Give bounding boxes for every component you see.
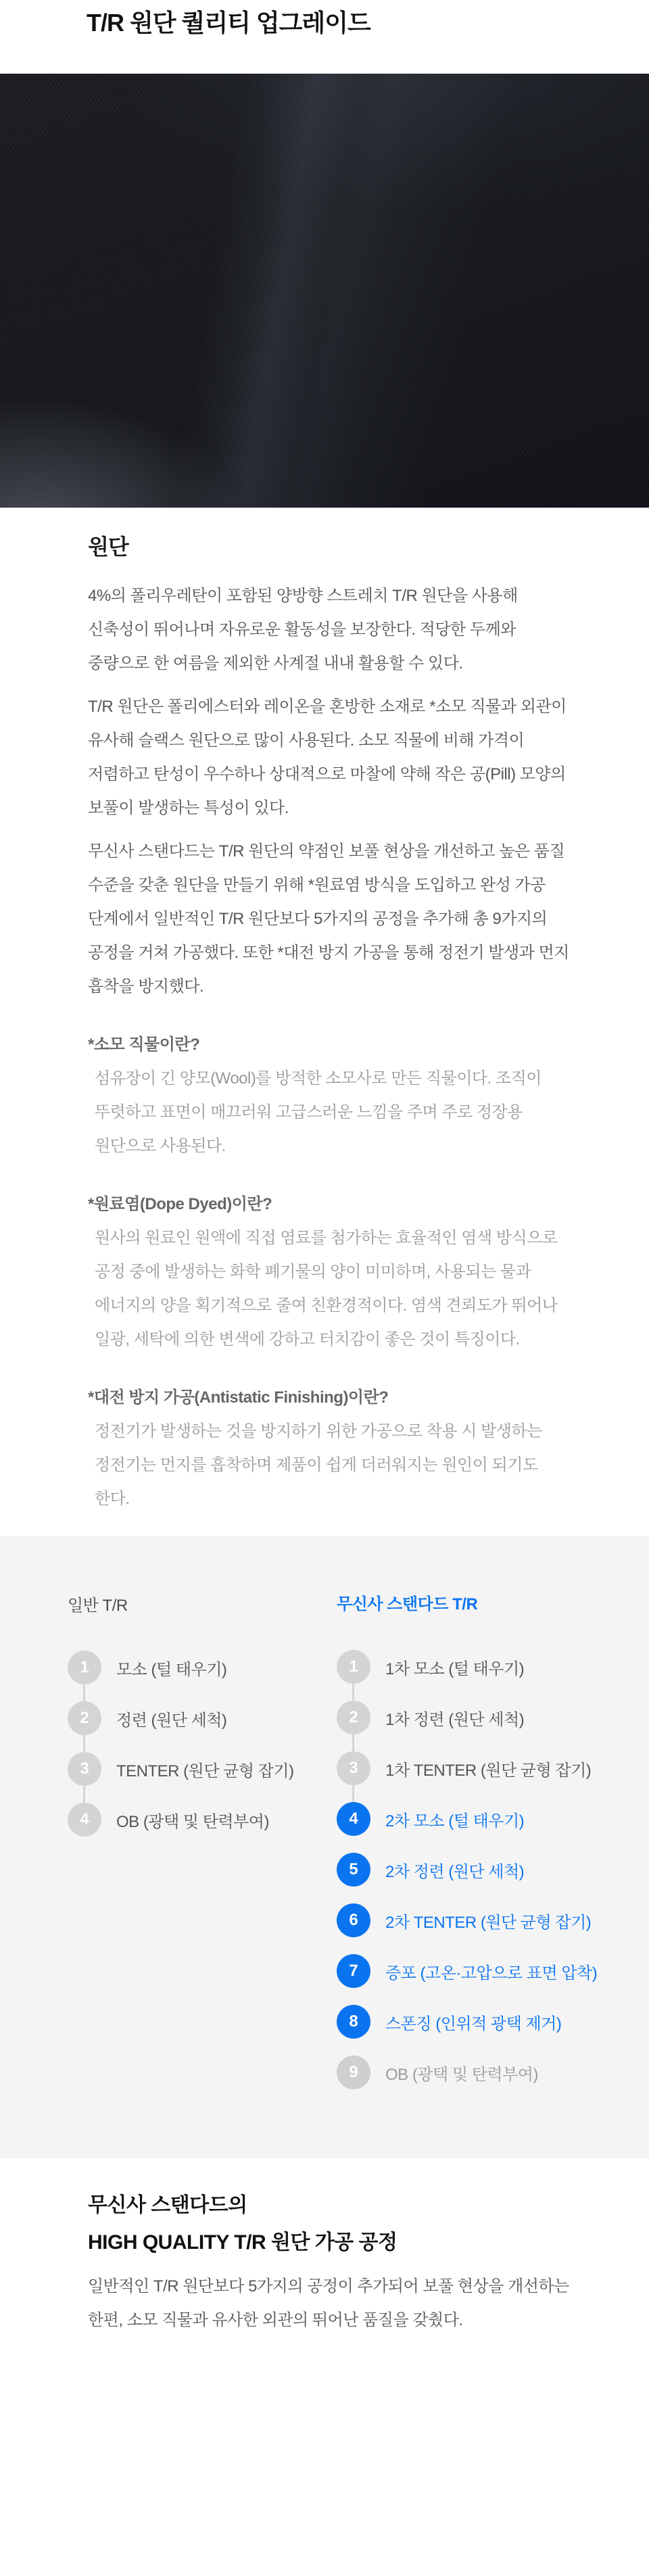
- fabric-paragraph: T/R 원단은 폴리에스터와 레이온을 혼방한 소재로 *소모 직물과 외관이 유사해 슬랙스 원단으로 많이 사용된다. 소모 직물에 비해 가격이 저렴하고 탄성이 우수하나 상대적으로 마찰에 약해 작은 공(Pill) 모양의 보풀이 발생하는 특성이 있다.: [88, 698, 567, 817]
- general-tr-column-title: 일반 T/R: [68, 1597, 128, 1615]
- step-circle: [337, 1853, 370, 1887]
- fabric-section: [0, 508, 649, 1516]
- connector-line: [352, 1734, 354, 1751]
- glossary-item: [88, 1188, 581, 1357]
- step-circle: [68, 1803, 101, 1837]
- step-row: [68, 1701, 294, 1735]
- step-circle: [337, 1701, 370, 1734]
- step-number: 1: [80, 1658, 89, 1676]
- step-row: [337, 1954, 597, 1988]
- outro-heading-line2: HIGH QUALITY T/R 원단 가공 공정: [88, 2231, 398, 2254]
- step-number: 5: [349, 1860, 358, 1878]
- connector-line: [83, 1735, 85, 1752]
- connector-line: [352, 1785, 354, 1802]
- step-circle: [337, 2056, 370, 2089]
- step-row: [68, 1803, 294, 1837]
- outro-section: [0, 2158, 649, 2407]
- glossary-item: [88, 1381, 581, 1516]
- glossary-term: *소모 직물이란?: [88, 1036, 200, 1054]
- step-row: [337, 1853, 597, 1887]
- step-row: [337, 1701, 597, 1734]
- step-circle: [337, 2005, 370, 2039]
- step-number: 4: [349, 1809, 358, 1828]
- step-circle: [68, 1752, 101, 1786]
- outro-heading-line1: 무신사 스탠다드의: [88, 2194, 247, 2216]
- musinsa-standard-tr-steps: [337, 1650, 597, 2089]
- step-number: 3: [349, 1759, 358, 1777]
- step-number: 8: [349, 2012, 358, 2031]
- step-label: 1차 모소 (털 태우기): [385, 1659, 525, 1678]
- glossary-term: *원료염(Dope Dyed)이란?: [88, 1195, 272, 1213]
- step-row: [68, 1752, 294, 1786]
- page-title: T/R 원단 퀄리티 업그레이드: [87, 9, 370, 37]
- step-circle: [337, 1751, 370, 1785]
- glossary-item: [88, 1028, 581, 1163]
- musinsa-standard-tr-column-title: 무신사 스탠다드 T/R: [337, 1595, 478, 1613]
- step-label: 2차 정련 (원단 세척): [385, 1862, 525, 1881]
- fabric-paragraph: 4%의 폴리우레탄이 포함된 양방향 스트레치 T/R 원단을 사용해 신축성이 뛰어나며 자유로운 활동성을 보장한다. 적당한 두께와 중량으로 한 여름을 제외한 사계절 내내 활용할 수 있다.: [88, 587, 518, 673]
- step-row: [337, 2056, 597, 2089]
- step-row: [337, 1802, 597, 1836]
- step-number: 7: [349, 1962, 358, 1980]
- glossary-definition: 원사의 원료인 원액에 직접 염료를 첨가하는 효율적인 염색 방식으로 공정 중에 발생하는 화학 폐기물의 양이 미미하며, 사용되는 물과 에너지의 양을 획기적으로 줄여 친환경적이다. 염색 견뢰도가 뛰어나 일광, 세탁에 의한 변색에 강하고 터치감이 좋은 것이 특징이다.: [95, 1229, 558, 1348]
- step-row: [337, 1751, 597, 1785]
- process-comparison-panel: [0, 1536, 649, 2158]
- connector-line: [83, 1684, 85, 1701]
- connector-line: [352, 1684, 354, 1701]
- step-row: [337, 1650, 597, 1684]
- step-circle: [337, 1802, 370, 1836]
- step-label: 모소 (털 태우기): [116, 1660, 227, 1679]
- fabric-section-heading: 원단: [88, 535, 128, 559]
- outro-paragraph: 일반적인 T/R 원단보다 5가지의 공정이 추가되어 보풀 현상을 개선하는 한편, 소모 직물과 유사한 외관의 뛰어난 품질을 갖췄다.: [88, 2277, 569, 2329]
- step-circle: [68, 1701, 101, 1735]
- step-row: [337, 1903, 597, 1937]
- step-label: 증포 (고온·고압으로 표면 압착): [385, 1964, 598, 1983]
- glossary-definition: 섬유장이 긴 양모(Wool)를 방적한 소모사로 만든 직물이다. 조직이 뚜렷하고 표면이 매끄러워 고급스러운 느낌을 주며 주로 정장용 원단으로 사용된다.: [95, 1069, 542, 1155]
- step-number: 2: [80, 1709, 89, 1727]
- step-label: 1차 TENTER (원단 균형 잡기): [385, 1761, 592, 1780]
- step-number: 2: [349, 1708, 358, 1726]
- step-number: 9: [349, 2063, 358, 2081]
- step-circle: [337, 1650, 370, 1684]
- glossary-term: *대전 방지 가공(Antistatic Finishing)이란?: [88, 1388, 389, 1407]
- step-circle: [337, 1903, 370, 1937]
- connector-line: [83, 1786, 85, 1803]
- step-label: 2차 모소 (털 태우기): [385, 1812, 525, 1830]
- step-circle: [337, 1954, 370, 1988]
- step-label: 2차 TENTER (원단 균형 잡기): [385, 1913, 592, 1932]
- step-number: 6: [349, 1911, 358, 1929]
- step-label: 스폰징 (인위적 광택 제거): [385, 2014, 562, 2033]
- general-tr-steps: [68, 1651, 294, 1837]
- step-label: OB (광택 및 탄력부여): [385, 2065, 538, 2084]
- step-circle: [68, 1651, 101, 1684]
- step-label: 1차 정련 (원단 세척): [385, 1710, 525, 1729]
- glossary-definition: 정전기가 발생하는 것을 방지하기 위한 가공으로 착용 시 발생하는 정전기는 먼지를 흡착하며 제품이 쉽게 더러워지는 원인이 되기도 한다.: [95, 1422, 542, 1508]
- step-row: [68, 1651, 294, 1684]
- step-row: [337, 2005, 597, 2039]
- step-number: 3: [80, 1759, 89, 1778]
- step-label: OB (광택 및 탄력부여): [116, 1812, 269, 1831]
- step-number: 1: [349, 1657, 358, 1676]
- fabric-image: [0, 74, 649, 508]
- step-label: TENTER (원단 균형 잡기): [116, 1761, 294, 1780]
- fabric-paragraph: 무신사 스탠다드는 T/R 원단의 약점인 보풀 현상을 개선하고 높은 품질 수준을 갖춘 원단을 만들기 위해 *원료염 방식을 도입하고 완성 가공 단계에서 일반적인 T/R 원단보다 5가지의 공정을 추가해 총 9가지의 공정을 거쳐 가공했다. 또한 *대전 방지 가공을 통해 정전기 발생과 먼지 흡착을 방지했다.: [88, 842, 569, 996]
- step-label: 정련 (원단 세척): [116, 1711, 227, 1730]
- step-number: 4: [80, 1810, 89, 1828]
- glossary: [88, 1028, 581, 1516]
